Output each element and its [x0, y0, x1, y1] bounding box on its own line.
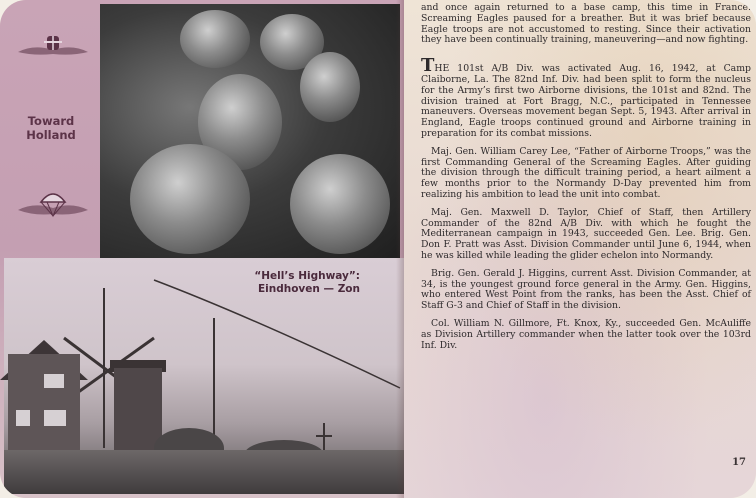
caption-line-2: Eindhoven — Zon	[257, 283, 360, 295]
photo-caption	[254, 270, 360, 296]
drop-cap: T	[421, 55, 435, 77]
sidebar-label-toward-holland: Toward Holland	[26, 114, 76, 142]
glider-badge-icon	[14, 30, 92, 70]
house-window	[44, 374, 64, 388]
house	[8, 354, 80, 454]
paragraph: Col. William N. Gillmore, Ft. Knox, Ky., succeeded Gen. McAuliffe as Division Artillery commander when the latter took over the 103rd Inf. Div.	[421, 317, 751, 351]
helmet-shape	[180, 10, 250, 68]
soldier-arm-shape	[290, 154, 390, 254]
soldier-face-shape	[300, 52, 360, 122]
paragraph: Maj. Gen. William Carey Lee, “Father of Airborne Troops,” was the first Commanding General of the Screaming Eagles. After guiding the division through the difficult training period, a heart ailment a few months prior to the Normandy D-Day prevented him from realizing his ambition to lead the unit into combat.	[421, 145, 751, 200]
house-window	[44, 410, 66, 426]
paragraph-lead-text: HE 101st A/B Div. was activated Aug. 16, 1942, at Camp Claiborne, La. The 82nd Inf. Div. had been split to form the nucleus for the Army’s first two Airborne divisions, the 101st and 82nd. The division trained at Fort Bragg, N.C., participated in Tennessee maneuvers. Overseas movement began Sept. 5, 1943. After arrival in England, Eagle troops continued ground and Airborne training in preparation for its combat missions.	[421, 63, 751, 139]
paragraph: Maj. Gen. Maxwell D. Taylor, Chief of Staff, then Artillery Commander of the 82nd A/B Div. with which he fought the Mediterranean campaign in 1943, succeeded Gen. Lee. Brig. Gen. Don F. Pratt was Asst. Division Commander until June 6, 1944, when he was killed while leading the glider echelon into Normandy.	[421, 206, 751, 261]
paratroopers-photo	[100, 4, 400, 262]
paragraph-lead	[421, 55, 751, 140]
article-text	[421, 3, 751, 358]
ground	[4, 450, 404, 494]
page-number: 17	[732, 457, 746, 468]
paragraph: Brig. Gen. Gerald J. Higgins, current Asst. Division Commander, at 34, is the youngest ground force general in the Army. Gen. Higgins, who entered West Point from the ranks, has been the Asst. Chief of Staff G-3 and Chief of Staff in the division.	[421, 267, 751, 312]
caption-line-1: “Hell’s Highway”:	[254, 270, 360, 282]
house-window	[16, 410, 30, 426]
parachutist-badge-icon	[14, 186, 92, 226]
soldier-gear-shape	[130, 144, 250, 254]
paragraph: and once again returned to a base camp, this time in France. Screaming Eagles paused for a breather. But it was brief because Eagle troops are not accustomed to resting. Since their activation they have been continually training, maneuvering—and now fighting.	[421, 2, 751, 46]
right-page	[404, 0, 756, 498]
